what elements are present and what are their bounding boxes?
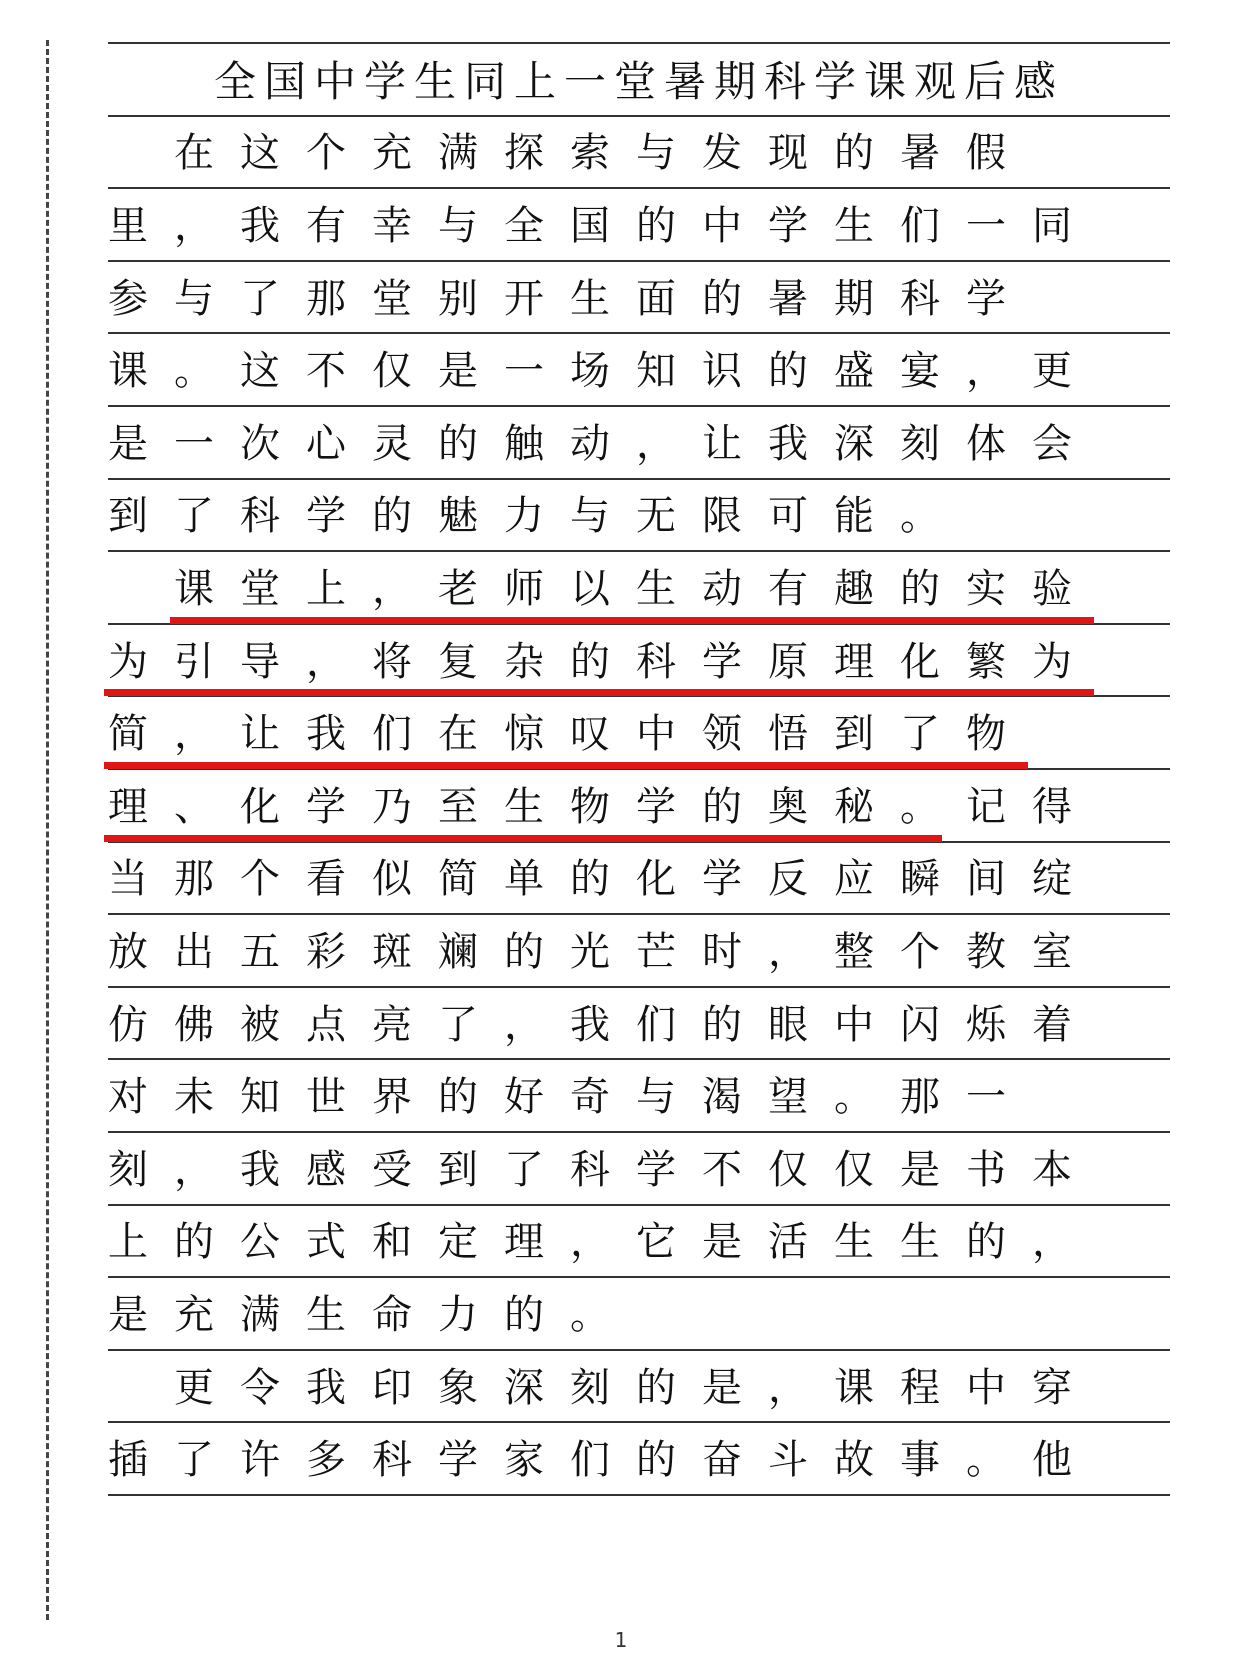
text-line bbox=[108, 697, 1170, 764]
binding-margin-line bbox=[46, 40, 49, 1620]
text-line-content: 是一次心灵的触动，让我深刻体会 bbox=[108, 420, 1098, 467]
red-underline bbox=[104, 762, 1028, 769]
text-line bbox=[108, 915, 1170, 982]
text-line-content: 仿佛被点亮了，我们的眼中闪烁着 bbox=[108, 1001, 1098, 1048]
text-line bbox=[108, 407, 1170, 474]
text-line-content: 参与了那堂别开生面的暑期科学 bbox=[108, 275, 1032, 322]
text-line-content: 插了许多科学家们的奋斗故事。他 bbox=[108, 1437, 1098, 1484]
text-line-content: 为引导，将复杂的科学原理化繁为 bbox=[108, 638, 1098, 685]
ruled-line bbox=[108, 1494, 1170, 1496]
text-line bbox=[108, 1423, 1170, 1490]
ruled-line bbox=[108, 115, 1170, 117]
ruled-line bbox=[108, 1058, 1170, 1060]
ruled-line bbox=[108, 478, 1170, 480]
ruled-line bbox=[108, 42, 1170, 44]
text-line-content: 简，让我们在惊叹中领悟到了物 bbox=[108, 711, 1032, 758]
text-line-content: 上的公式和定理，它是活生生的， bbox=[108, 1219, 1098, 1266]
text-line-content: 更令我印象深刻的是，课程中穿 bbox=[174, 1364, 1098, 1411]
ruled-line bbox=[108, 550, 1170, 552]
red-underline bbox=[104, 689, 1094, 696]
red-underline bbox=[170, 617, 1094, 624]
ruled-line bbox=[108, 913, 1170, 915]
text-line-content: 里，我有幸与全国的中学生们一同 bbox=[108, 202, 1098, 249]
text-line bbox=[108, 1206, 1170, 1273]
text-line-content: 刻，我感受到了科学不仅仅是书本 bbox=[108, 1146, 1098, 1193]
text-line bbox=[108, 262, 1170, 329]
ruled-line bbox=[108, 986, 1170, 988]
text-line bbox=[108, 843, 1170, 910]
ruled-line bbox=[108, 1349, 1170, 1351]
text-line-content: 理、化学乃至生物学的奥秘。记得 bbox=[108, 783, 1098, 830]
page-number: 1 bbox=[614, 1628, 628, 1652]
text-line bbox=[108, 189, 1170, 256]
text-line-content: 当那个看似简单的化学反应瞬间绽 bbox=[108, 856, 1098, 903]
text-line bbox=[108, 552, 1170, 619]
ruled-line bbox=[108, 405, 1170, 407]
ruled-line bbox=[108, 332, 1170, 334]
ruled-line bbox=[108, 187, 1170, 189]
text-line-content: 在这个充满探索与发现的暑假 bbox=[174, 130, 1032, 177]
text-line bbox=[108, 1060, 1170, 1127]
text-line-content: 课堂上，老师以生动有趣的实验 bbox=[174, 565, 1098, 612]
document-title: 全国中学生同上一堂暑期科学课观后感 bbox=[213, 57, 1064, 107]
lined-paper bbox=[108, 42, 1170, 1602]
text-line-content: 是充满生命力的。 bbox=[108, 1291, 636, 1338]
ruled-line bbox=[108, 1204, 1170, 1206]
text-line-content: 放出五彩斑斓的光芒时，整个教室 bbox=[108, 928, 1098, 975]
text-line bbox=[108, 480, 1170, 547]
text-line bbox=[108, 625, 1170, 692]
text-line bbox=[108, 770, 1170, 837]
ruled-line bbox=[108, 1131, 1170, 1133]
text-line bbox=[108, 334, 1170, 401]
ruled-line bbox=[108, 260, 1170, 262]
text-line bbox=[108, 117, 1170, 184]
text-line bbox=[108, 988, 1170, 1055]
ruled-line bbox=[108, 1276, 1170, 1278]
text-line-content: 到了科学的魅力与无限可能。 bbox=[108, 493, 966, 540]
text-line bbox=[108, 1278, 1170, 1345]
text-line bbox=[108, 1133, 1170, 1200]
text-line-content: 课。这不仅是一场知识的盛宴，更 bbox=[108, 348, 1098, 395]
ruled-line bbox=[108, 1421, 1170, 1423]
red-underline bbox=[104, 835, 942, 842]
text-line bbox=[108, 1351, 1170, 1418]
text-line-content: 对未知世界的好奇与渴望。那一 bbox=[108, 1074, 1032, 1121]
